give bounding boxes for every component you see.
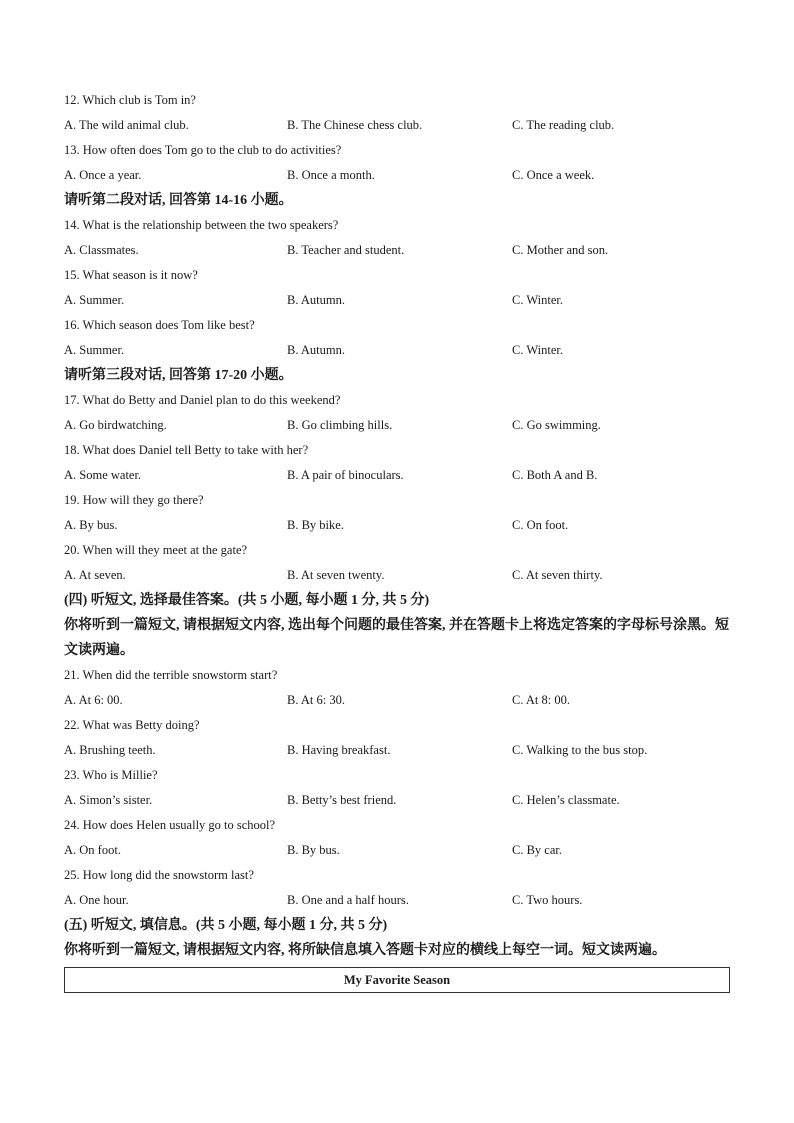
option-b: B. The Chinese chess club. — [287, 118, 423, 132]
option-a: A. At 6: 00. — [64, 693, 123, 707]
option-a: A. Go birdwatching. — [64, 418, 167, 432]
question-text: 24. How does Helen usually go to school? — [64, 818, 276, 832]
option-b: B. A pair of binoculars. — [287, 468, 404, 482]
option-b: B. At 6: 30. — [287, 693, 345, 707]
option-a: A. Simon’s sister. — [64, 793, 153, 807]
option-b: B. By bike. — [287, 518, 344, 532]
question-text: 21. When did the terrible snowstorm start? — [64, 668, 278, 682]
option-b: B. One and a half hours. — [287, 893, 409, 907]
section-heading: (四) 听短文, 选择最佳答案。(共 5 小题, 每小题 1 分, 共 5 分) — [64, 593, 430, 608]
question-text: 14. What is the relationship between the two speakers? — [64, 218, 339, 232]
option-b: B. By bus. — [287, 843, 340, 857]
option-a: A. At seven. — [64, 568, 126, 582]
option-a: A. On foot. — [64, 843, 121, 857]
option-c: C. Winter. — [512, 293, 564, 307]
option-b: B. Once a month. — [287, 168, 375, 182]
option-a: A. Once a year. — [64, 168, 142, 182]
option-b: B. Teacher and student. — [287, 243, 405, 257]
option-c: C. The reading club. — [512, 118, 615, 132]
question-text: 20. When will they meet at the gate? — [64, 543, 248, 557]
answer-options — [64, 563, 730, 588]
option-a: A. Brushing teeth. — [64, 743, 156, 757]
answer-options — [64, 513, 730, 538]
option-b: B. Betty’s best friend. — [287, 793, 397, 807]
table-title: My Favorite Season — [343, 973, 451, 987]
favorite-season-table-header — [64, 967, 730, 993]
answer-options — [64, 738, 730, 763]
option-a: A. The wild animal club. — [64, 118, 189, 132]
option-a: A. One hour. — [64, 893, 129, 907]
answer-options — [64, 413, 730, 438]
section-heading: 请听第二段对话, 回答第 14-16 小题。 — [64, 193, 293, 208]
option-c: C. Two hours. — [512, 893, 583, 907]
answer-options — [64, 888, 730, 913]
option-a: A. Summer. — [64, 343, 125, 357]
answer-options — [64, 463, 730, 488]
answer-options — [64, 688, 730, 713]
option-a: A. Some water. — [64, 468, 142, 482]
answer-options — [64, 113, 730, 138]
section-heading: (五) 听短文, 填信息。(共 5 小题, 每小题 1 分, 共 5 分) — [64, 918, 388, 933]
answer-options — [64, 238, 730, 263]
option-c: C. Once a week. — [512, 168, 595, 182]
question-text: 18. What does Daniel tell Betty to take with her? — [64, 443, 309, 457]
option-c: C. Both A and B. — [512, 468, 598, 482]
answer-options — [64, 338, 730, 363]
question-text: 25. How long did the snowstorm last? — [64, 868, 254, 882]
option-c: C. Walking to the bus stop. — [512, 743, 648, 757]
option-a: A. Summer. — [64, 293, 125, 307]
question-text: 13. How often does Tom go to the club to do activities? — [64, 143, 342, 157]
option-b: B. Autumn. — [287, 343, 345, 357]
option-b: B. At seven twenty. — [287, 568, 385, 582]
question-text: 22. What was Betty doing? — [64, 718, 200, 732]
instruction-paragraph: 你将听到一篇短文, 请根据短文内容, 选出每个问题的最佳答案, 并在答题卡上将选定答案的字母标号涂黑。短文读两遍。 — [64, 618, 729, 658]
option-b: B. Autumn. — [287, 293, 345, 307]
question-text: 19. How will they go there? — [64, 493, 204, 507]
answer-options — [64, 838, 730, 863]
option-c: C. Winter. — [512, 343, 564, 357]
option-c: C. At seven thirty. — [512, 568, 603, 582]
answer-options — [64, 288, 730, 313]
exam-content — [64, 88, 730, 963]
answer-options — [64, 163, 730, 188]
option-b: B. Having breakfast. — [287, 743, 391, 757]
question-text: 15. What season is it now? — [64, 268, 198, 282]
question-text: 16. Which season does Tom like best? — [64, 318, 255, 332]
option-c: C. At 8: 00. — [512, 693, 570, 707]
option-c: C. On foot. — [512, 518, 569, 532]
option-c: C. By car. — [512, 843, 562, 857]
question-text: 23. Who is Millie? — [64, 768, 158, 782]
option-c: C. Helen’s classmate. — [512, 793, 620, 807]
option-a: A. Classmates. — [64, 243, 139, 257]
option-a: A. By bus. — [64, 518, 118, 532]
instruction-paragraph: 你将听到一篇短文, 请根据短文内容, 将所缺信息填入答题卡对应的横线上每空一词。短文读两遍。 — [64, 943, 666, 958]
exam-page — [64, 88, 730, 993]
question-text: 12. Which club is Tom in? — [64, 93, 196, 107]
option-c: C. Go swimming. — [512, 418, 601, 432]
option-c: C. Mother and son. — [512, 243, 609, 257]
section-heading: 请听第三段对话, 回答第 17-20 小题。 — [64, 368, 293, 383]
question-text: 17. What do Betty and Daniel plan to do this weekend? — [64, 393, 341, 407]
option-b: B. Go climbing hills. — [287, 418, 393, 432]
answer-options — [64, 788, 730, 813]
